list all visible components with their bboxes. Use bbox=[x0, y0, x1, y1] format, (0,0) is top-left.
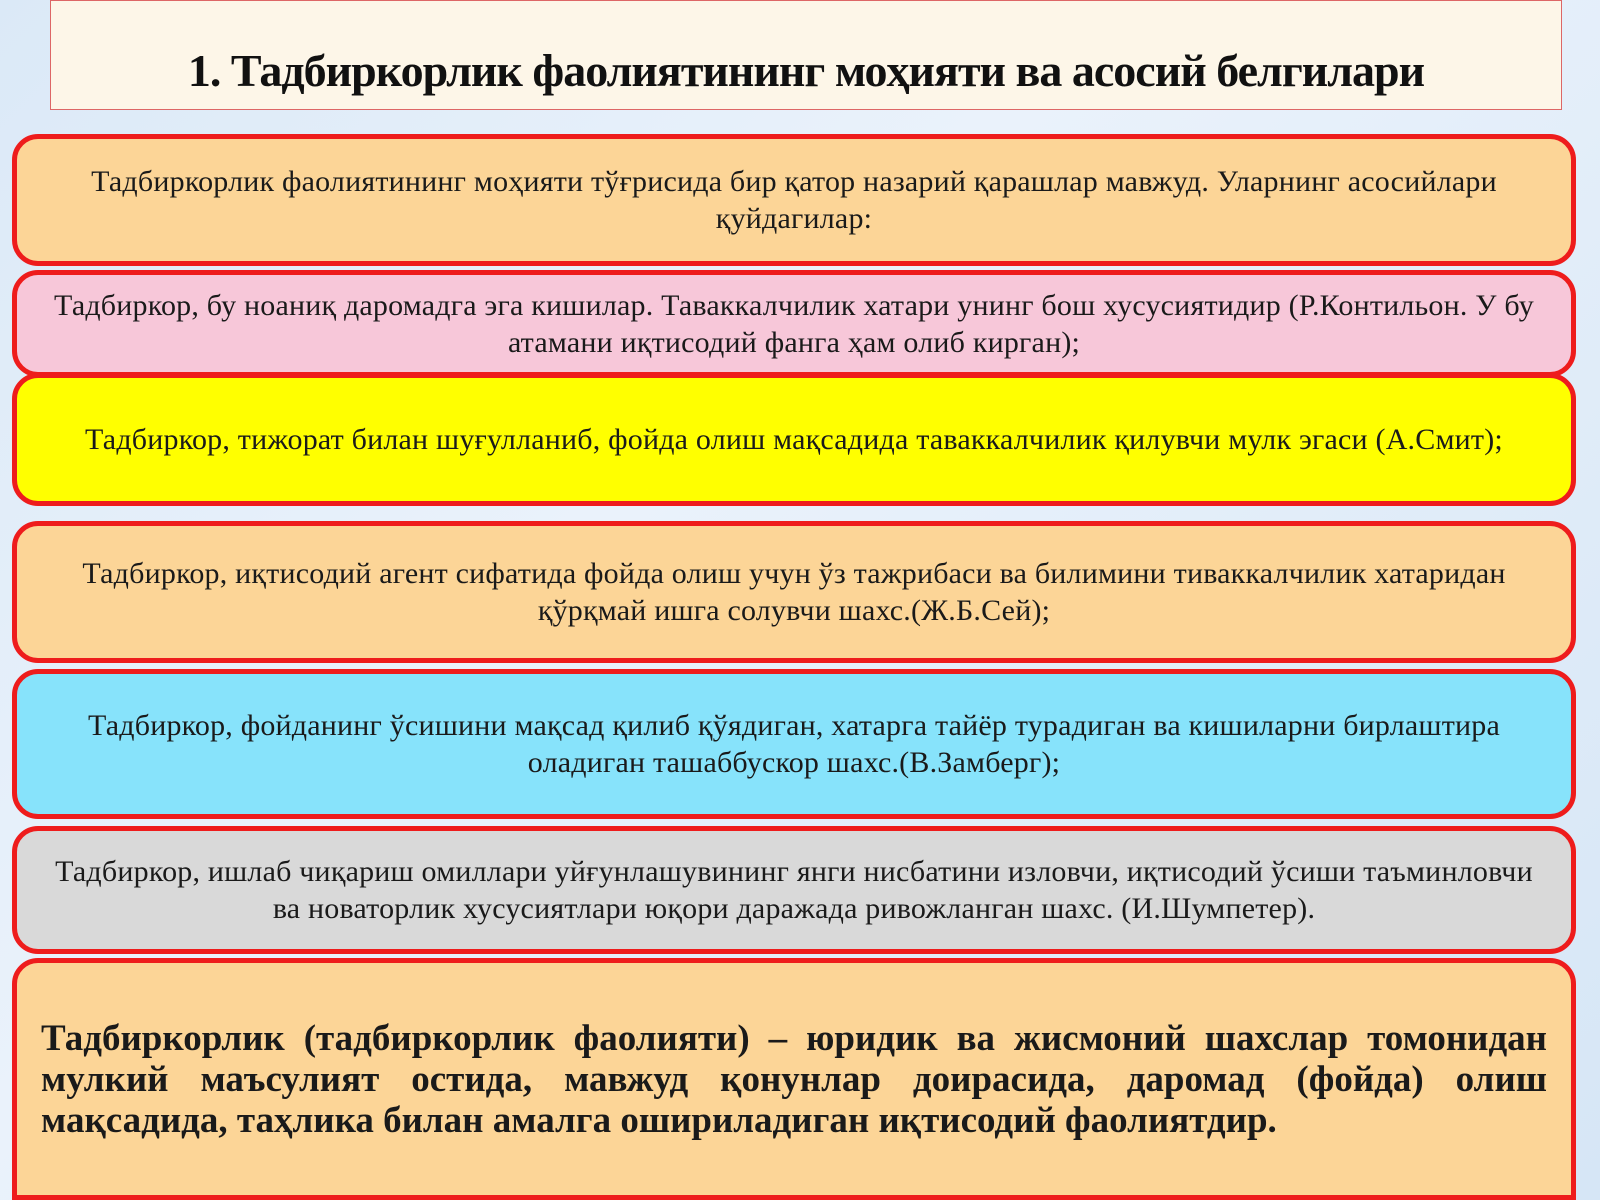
theory-say-card bbox=[12, 521, 1576, 663]
theory-smith-card bbox=[12, 373, 1576, 506]
page-title: 1. Тадбиркорлик фаолиятининг моҳияти ва асосий белгилари bbox=[187, 44, 1425, 96]
theory-cantillon-text: Тадбиркор, бу ноаниқ даромадга эга кишилар. Таваккалчилик хатари унинг бош хусусиятидир (Р.Контильон. У бу атамани иқтисодий фанга ҳам олиб кирган); bbox=[54, 288, 1534, 359]
theory-say-text: Тадбиркор, иқтисодий агент сифатида фойда олиш учун ўз тажрибаси ва билимини тиваккалчилик хатаридан қўрқмай ишга солувчи шахс.(Ж.Б.Сей); bbox=[82, 557, 1506, 627]
theory-intro-text: Тадбиркорлик фаолиятининг моҳияти тўғрисида бир қатор назарий қарашлар мавжуд. Уларнинг асосийлари қуйдагилар: bbox=[91, 165, 1497, 235]
title-box bbox=[50, 0, 1562, 110]
theory-intro-card bbox=[12, 134, 1576, 266]
definition-text: Тадбиркорлик (тадбиркорлик фаолияти) – юридик ва жисмоний шахслар томонидан мулкий маъсулият остида, мавжуд қонунлар доирасида, даромад (фойда) олиш мақсадида, таҳлика билан амалга ошириладиган иқтисодий фаолиятдир. bbox=[41, 1017, 1547, 1141]
theory-smith-text: Тадбиркор, тижорат билан шуғулланиб, фойда олиш мақсадида таваккалчилик қилувчи мулк эгаси (А.Смит); bbox=[85, 423, 1503, 456]
theory-cantillon-card bbox=[12, 270, 1576, 377]
theory-schumpeter-card bbox=[12, 826, 1576, 954]
theory-schumpeter-text: Тадбиркор, ишлаб чиқариш омиллари уйғунлашувининг янги нисбатини изловчи, иқтисодий ўсиши таъминловчи ва новаторлик хусусиятлари юқори даражада ривожланган шахс. (И.Шумпетер). bbox=[55, 855, 1533, 925]
definition-card bbox=[12, 958, 1576, 1200]
theory-zamberg-card bbox=[12, 669, 1576, 819]
theory-zamberg-text: Тадбиркор, фойданинг ўсишини мақсад қилиб қўядиган, хатарга тайёр турадиган ва кишиларни бирлаштира оладиган ташаббускор шахс.(В.Замберг); bbox=[87, 709, 1501, 779]
